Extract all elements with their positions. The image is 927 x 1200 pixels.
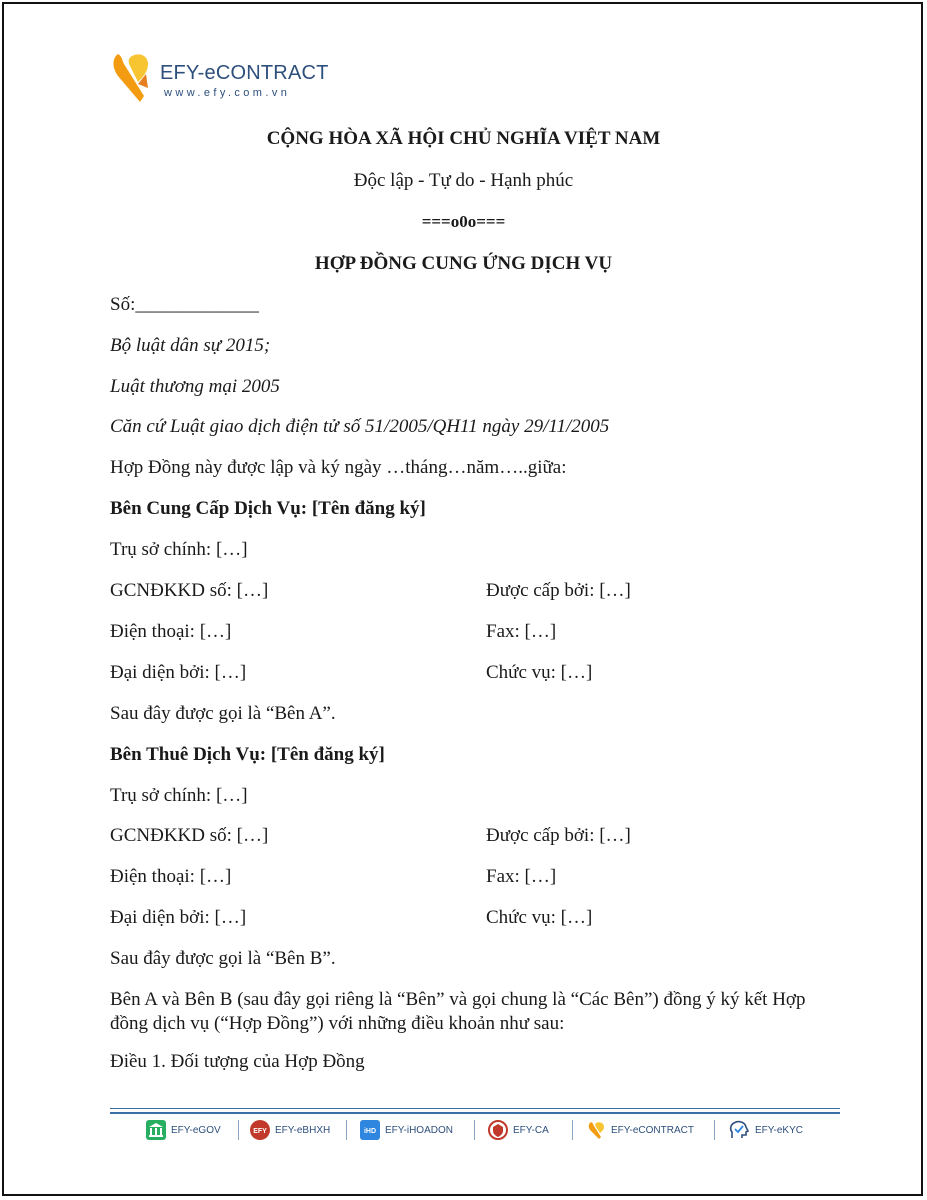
ekyc-head-icon [728,1120,750,1140]
party-b-issued-by: Được cấp bởi: […] [486,825,631,846]
national-title: CỘNG HÒA XÃ HỘI CHỦ NGHĨA VIỆT NAM [266,128,661,149]
footer-separator [474,1120,475,1140]
party-b-office: Trụ sở chính: […] [110,785,248,806]
party-b-heading: Bên Thuê Dịch Vụ: [Tên đăng ký] [110,744,385,765]
footer-separator [714,1120,715,1140]
party-b-phone: Điện thoại: […] [110,866,232,887]
footer-separator [346,1120,347,1140]
party-a-fax: Fax: […] [486,621,557,642]
party-b-position: Chức vụ: […] [486,907,593,928]
party-a-issued-by: Được cấp bởi: […] [486,580,631,601]
footer-label-egov: EFY-eGOV [171,1124,221,1136]
footer-label-ebhxh: EFY-eBHXH [275,1124,331,1136]
article-1-heading: Điều 1. Đối tượng của Hợp Đồng [110,1051,365,1072]
party-a-heading: Bên Cung Cấp Dịch Vụ: [Tên đăng ký] [110,498,426,519]
footer-rule-thick [110,1112,840,1114]
svg-text:iHD: iHD [363,1128,377,1135]
party-b-license: GCNĐKKD số: […] [110,825,269,846]
legal-basis-e-transactions: Căn cứ Luật giao dịch điện tử số 51/2005/QH11 ngày 29/11/2005 [110,416,610,437]
legal-basis-civil-code: Bộ luật dân sự 2015; [110,335,271,356]
legal-basis-commercial-law: Luật thương mại 2005 [110,376,280,397]
contract-title: HỢP ĐỒNG CUNG ỨNG DỊCH VỤ [314,253,613,274]
footer-separator [238,1120,239,1140]
footer-item-egov [146,1119,221,1141]
logo-url: www.efy.com.vn [164,87,291,99]
government-building-icon [146,1120,166,1140]
party-b-alias: Sau đây được gọi là “Bên B”. [110,948,336,969]
agreement-paragraph: Bên A và Bên B (sau đây gọi riêng là “Bên” và gọi chung là “Các Bên”) đồng ý ký kết Hợp đồng dịch vụ (“Hợp Đồng”) với những điều khoản như sau: [110,989,806,1034]
footer-separator [572,1120,573,1140]
pen-nib-logo-icon [110,50,156,108]
party-a-alias: Sau đây được gọi là “Bên A”. [110,703,336,724]
footer-product-bar [110,1117,840,1143]
footer-rule-thin [110,1108,840,1109]
footer-item-ca [488,1119,549,1141]
footer-item-ekyc [728,1119,803,1141]
contract-number: Số:_____________ [110,294,259,315]
party-a-phone: Điện thoại: […] [110,621,232,642]
footer-item-econtract [588,1119,694,1141]
econtract-pen-icon [588,1120,606,1140]
footer-label-econtract: EFY-eCONTRACT [611,1124,694,1136]
party-a-position: Chức vụ: […] [486,662,593,683]
party-b-fax: Fax: […] [486,866,557,887]
logo-text: EFY-eCONTRACT [160,62,329,84]
footer-label-ekyc: EFY-eKYC [755,1124,803,1136]
party-a-representative: Đại diện bởi: […] [110,662,247,683]
ca-shield-icon [488,1120,508,1140]
separator: ===o0o=== [421,212,506,231]
party-b-representative: Đại diện bởi: […] [110,907,247,928]
svg-text:EFY: EFY [253,1128,267,1135]
footer-label-ihoadon: EFY-iHOADON [385,1124,453,1136]
party-a-office: Trụ sở chính: […] [110,539,248,560]
footer-item-ihoadon [360,1119,453,1141]
ihd-square-icon [360,1120,380,1140]
efy-red-circle-icon [250,1120,270,1140]
footer-item-ebhxh [250,1119,330,1141]
contract-intro: Hợp Đồng này được lập và ký ngày …tháng…năm…..giữa: [110,457,567,478]
footer-label-ca: EFY-CA [513,1124,549,1136]
party-a-license: GCNĐKKD số: […] [110,580,269,601]
efy-econtract-logo [110,50,350,106]
motto: Độc lập - Tự do - Hạnh phúc [353,170,574,191]
